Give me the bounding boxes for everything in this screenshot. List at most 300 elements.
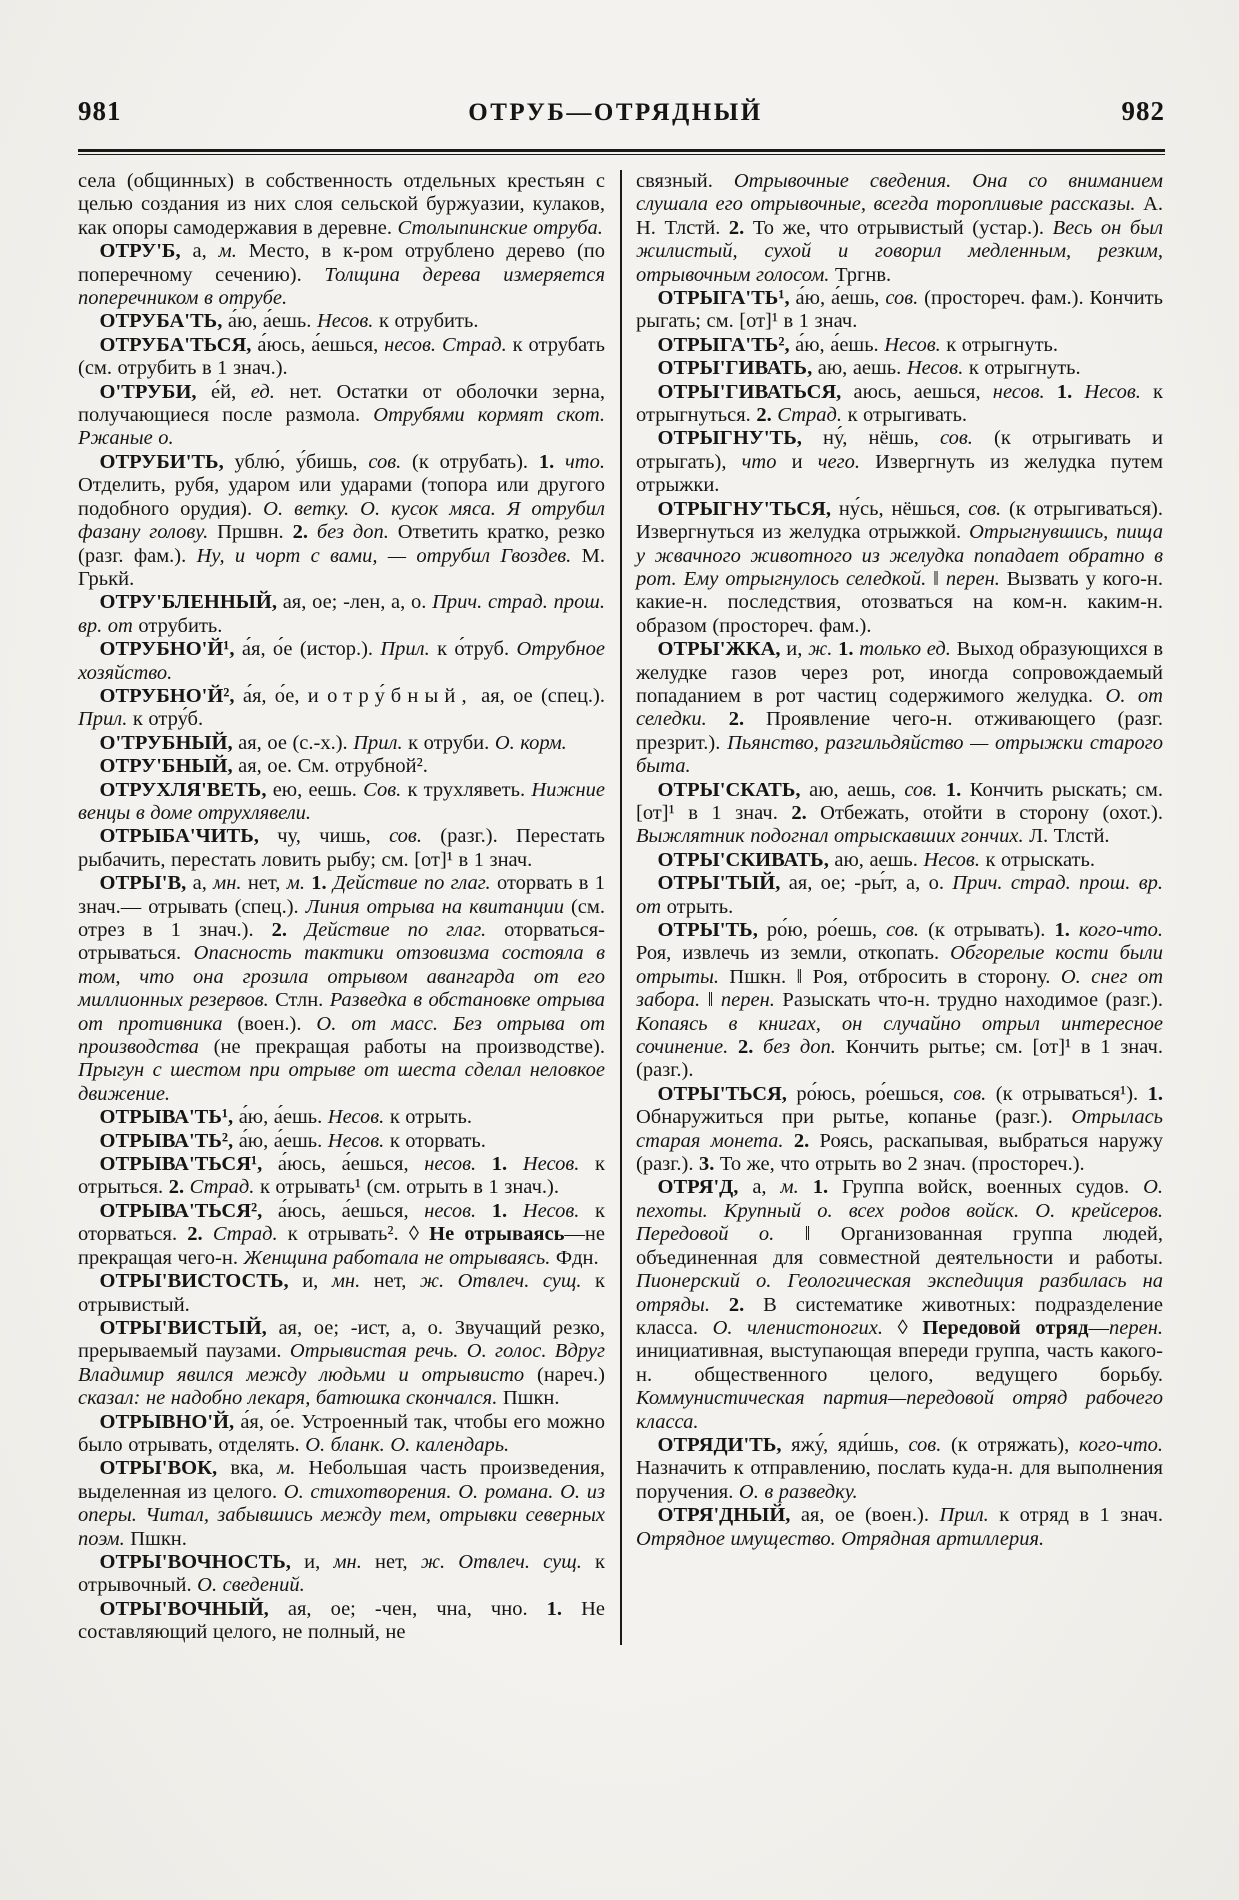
text-run: ОТРЫГА'ТЬ²,: [657, 333, 790, 356]
text-run: ед.: [250, 380, 275, 403]
text-run: Страд.: [777, 404, 843, 427]
text-run: Страд.: [212, 1223, 278, 1246]
text-run: Пионерский о. Геологическая экспедиция разбилась на отряды.: [636, 1270, 1163, 1316]
text-run: Обгорелые кости были отрыты.: [636, 942, 1163, 988]
text-run: Вызвать у кого-н. какие-н. последствия, отозваться на ком-н. каким-н. образом (простореч. фам.).: [636, 567, 1163, 637]
text-run: 1.: [538, 450, 555, 473]
text-run: перен.: [945, 567, 1000, 590]
text-run: кого-что.: [1078, 919, 1164, 941]
text-run: ОТРЫГНУ'ТЬСЯ,: [657, 497, 831, 520]
text-run: Копаясь в книгах, он случайно отрыл интересное сочинение.: [636, 1012, 1163, 1059]
page-number-right: 982: [1121, 96, 1165, 126]
text-run: Тргнв.: [829, 263, 892, 286]
text-run: Извергнуть из желудка путем отрыжки.: [636, 450, 1163, 497]
dictionary-entry: [78, 732, 605, 755]
text-run: Прил.: [939, 1504, 989, 1527]
dictionary-entry: [636, 1083, 1163, 1177]
dictionary-entry: [78, 1317, 605, 1411]
text-run: несов.: [424, 1199, 477, 1222]
text-run: ОТРУБА'ТЬ,: [99, 310, 223, 333]
text-run: Небольшая часть произведения, выделенная из целого.: [78, 1457, 605, 1503]
text-run: а́ю, а́ешь,: [789, 287, 886, 310]
text-run: к отряд в 1 знач.: [988, 1504, 1163, 1527]
text-run: ая, ое; -ист, а, о. Звучащий резко, прерываемый паузами.: [78, 1316, 605, 1363]
text-run: Выход образующихся в желудке газов через рот, иногда сопровождаемый попаданием в рот частиц содержимого желудка.: [636, 638, 1164, 707]
text-run: а́я, о́е. Устроенный так, чтобы его можно было отрывать, отделять.: [78, 1410, 605, 1456]
text-run: [444, 1270, 458, 1292]
text-run: Женщина работала не отрываясь.: [243, 1246, 551, 1269]
text-run: мн.: [333, 1550, 362, 1573]
text-run: к отрывистый.: [78, 1270, 605, 1316]
text-run: села (общинных) в собственность отдельных крестьян с целью создания из них слоя сельской буржуазии, кулаков, как опоры самодержавия в деревне.: [78, 170, 605, 239]
text-run: (к отрыгивать и отрыгать),: [636, 427, 1163, 473]
text-run: Столыпинские отруба.: [397, 216, 603, 239]
text-run: ая, ое; -чен, чна, чно.: [268, 1597, 547, 1620]
text-run: О. ветку. О. кусок мяса. Я отрубил фазану голову.: [78, 497, 605, 544]
text-run: (воен.).: [222, 1012, 317, 1035]
dictionary-entry: [636, 779, 1163, 849]
text-run: [753, 1036, 763, 1058]
text-run: Пршвн.: [208, 521, 293, 544]
text-run: 1.: [1147, 1082, 1163, 1105]
text-run: а́юсь, а́ешься,: [251, 333, 385, 356]
text-run: только ед.: [859, 638, 951, 661]
text-run: сов.: [389, 825, 422, 848]
text-run: ‖: [926, 567, 946, 590]
text-run: [1070, 919, 1079, 941]
text-run: [554, 451, 565, 473]
text-run: 1.: [491, 1153, 508, 1176]
text-run: ОТРУ'БНЫЙ,: [99, 755, 233, 778]
dictionary-entry: [78, 240, 605, 310]
text-run: Прич. страд. прош. вр. от: [636, 872, 1163, 918]
text-run: ОТРЫВНО'Й,: [99, 1410, 235, 1433]
text-run: ОТРЯ'Д,: [657, 1176, 739, 1199]
text-run: Отрывистая речь. О. голос. Вдруг Владимир явился между людьми и отрывисто: [78, 1340, 606, 1386]
text-run: чего.: [817, 450, 860, 473]
text-run: к отрыгнуть.: [963, 357, 1081, 380]
text-run: к отрыгнуть.: [940, 333, 1059, 356]
text-run: (к отрываться¹).: [986, 1082, 1148, 1105]
text-run: [784, 1130, 794, 1152]
text-run: ОТРЫВА'ТЬСЯ²,: [99, 1199, 263, 1222]
page-header: [78, 96, 1165, 127]
text-run: 1.: [546, 1597, 563, 1620]
text-run: ОТРЫ'ВИСТЫЙ,: [99, 1316, 267, 1339]
text-run: 1.: [838, 638, 854, 661]
text-run: Прил.: [353, 731, 403, 754]
text-run: Отвлеч. сущ.: [457, 1270, 582, 1293]
text-run: Обнаружиться при рытье, копанье (разг.).: [636, 1106, 1072, 1129]
text-run: О. пехоты. Крупный о. всех родов войск. О. крейсеров. Передовой о.: [636, 1176, 1163, 1246]
text-run: ОТРЫБА'ЧИТЬ,: [99, 825, 259, 848]
text-run: нет. Остатки от оболочки зерна, получающиеся после размола.: [78, 380, 605, 427]
text-run: Несов.: [906, 357, 964, 380]
text-run: Назначить к отправлению, послать куда-н. для выполнения поручения.: [636, 1457, 1163, 1503]
text-run: Ответить кратко, резко (разг. фам.).: [78, 521, 605, 567]
text-run: ОТРУХЛЯ'ВЕТЬ,: [99, 778, 267, 801]
dictionary-entry: [636, 334, 1163, 357]
text-run: а́ю, а́ешь.: [233, 1129, 328, 1152]
text-run: перен.: [1109, 1316, 1164, 1339]
text-run: [707, 708, 729, 730]
text-run: нет,: [361, 1550, 421, 1573]
text-run: Несов.: [923, 848, 980, 871]
running-title: ОТРУБ—ОТРЯДНЫЙ: [468, 99, 763, 126]
text-run: Ну, и чорт с вами, — отрубил Гвоздев.: [196, 544, 572, 567]
text-run: яжу́, яди́шь,: [781, 1433, 909, 1456]
dictionary-entry: [78, 1411, 605, 1458]
dictionary-entry: [78, 310, 605, 333]
text-run: Прыгун с шестом при отрыве от шеста сделал неловкое движение.: [78, 1059, 605, 1105]
text-run: Выжлятник подогнал отрыскавших гончих.: [636, 825, 1024, 848]
text-run: к отру́б.: [127, 708, 204, 731]
text-run: а́ю, а́ешь.: [233, 1106, 328, 1129]
text-columns: [78, 170, 1165, 1645]
text-run: отрыть.: [661, 895, 734, 918]
text-run: Пшкн. ‖ Роя, отбросить в сторону.: [719, 965, 1061, 988]
text-run: ОТРЫВА'ТЬСЯ¹,: [99, 1153, 263, 1176]
text-run: [287, 919, 305, 941]
dictionary-entry: [636, 170, 1163, 287]
dictionary-entry: [78, 825, 605, 872]
text-run: 3.: [698, 1153, 715, 1176]
text-run: ОТРЯДИ'ТЬ,: [657, 1433, 782, 1456]
text-run: ОТРУБА'ТЬСЯ,: [99, 333, 252, 356]
text-run: вка,: [217, 1457, 278, 1480]
text-run: Не отрываясь: [429, 1223, 565, 1246]
text-run: отру́бный,: [327, 684, 473, 707]
text-run: к отрыскать.: [979, 848, 1095, 871]
text-run: 2.: [271, 919, 288, 941]
text-run: ая, ое. См. отрубной².: [232, 755, 428, 778]
text-run: Прил.: [78, 708, 128, 731]
text-run: 2.: [737, 1036, 754, 1059]
text-run: ОТРУБНО'Й¹,: [99, 638, 235, 661]
text-run: ОТРУ'БЛЕННЫЙ,: [99, 591, 277, 614]
text-run: ОТРЫ'ТЫЙ,: [657, 872, 781, 895]
text-run: ОТРЫ'В,: [99, 872, 187, 895]
text-run: Действие по глаг.: [305, 919, 487, 941]
dictionary-entry: [636, 498, 1163, 638]
text-run: 2.: [728, 1293, 745, 1316]
text-run: а́юсь, а́ешься,: [262, 1153, 425, 1176]
text-run: мн.: [331, 1270, 361, 1293]
text-run: к оторваться.: [78, 1199, 605, 1246]
text-run: перен.: [720, 989, 775, 1012]
text-run: [799, 1176, 813, 1198]
dictionary-entry: [78, 1551, 605, 1598]
dictionary-entry: [78, 1270, 605, 1317]
text-run: —: [1088, 1316, 1110, 1339]
text-run: ОТРЫВА'ТЬ²,: [99, 1129, 234, 1152]
text-run: ая, ое (спец.).: [472, 684, 605, 707]
text-run: сов.: [368, 450, 402, 473]
text-run: ж.: [419, 1270, 445, 1293]
text-run: 1.: [1056, 380, 1073, 403]
dictionary-entry: [78, 1200, 605, 1270]
text-run: м.: [218, 240, 237, 263]
text-run: О. в разведку.: [738, 1480, 858, 1503]
dictionary-entry: [78, 1106, 605, 1129]
text-run: аюсь, аешься,: [841, 380, 993, 403]
text-run: к трухляветь.: [401, 778, 532, 801]
text-run: без доп.: [316, 521, 389, 544]
text-run: что.: [565, 450, 605, 473]
text-run: и: [776, 450, 818, 473]
text-run: Отрядное имущество. Отрядная артиллерия.: [636, 1527, 1045, 1550]
text-run: А. Н. Тлстй.: [636, 193, 1163, 239]
text-run: ая, ое; -ры́т, а, о.: [780, 872, 953, 895]
dictionary-entry: [636, 357, 1163, 380]
text-run: м.: [286, 872, 305, 895]
text-run: к о́труб.: [429, 638, 517, 661]
text-run: нет,: [360, 1270, 420, 1293]
dictionary-entry: [78, 755, 605, 778]
text-run: [937, 779, 946, 801]
text-run: чу, чишь,: [258, 825, 390, 848]
dictionary-entry: [78, 1598, 605, 1645]
text-run: 1.: [812, 1176, 829, 1199]
text-run: и,: [780, 638, 809, 661]
text-run: а,: [738, 1176, 781, 1199]
text-run: То же, что отрыть во 2 знач. (простореч.).: [714, 1153, 1085, 1176]
text-run: В систематике животных: подразделение класса.: [636, 1293, 1163, 1339]
text-run: ОТРЫГНУ'ТЬ,: [657, 427, 802, 450]
text-run: сов.: [968, 497, 1002, 520]
text-run: Стлн.: [268, 989, 330, 1012]
text-run: ая, ое (воен.).: [790, 1504, 940, 1527]
text-run: Весь он был жилистый, сухой и говорил медленным, резким, отрывочным голосом.: [636, 216, 1164, 286]
text-run: (нареч.): [524, 1363, 605, 1386]
text-run: несов.: [384, 333, 437, 356]
text-run: ОТРЫ'ВОЧНЫЙ,: [99, 1597, 269, 1620]
text-run: О'ТРУБИ,: [99, 380, 197, 403]
text-run: м.: [277, 1457, 296, 1480]
text-run: ‖ Организованная группа людей, объединенная для совместной деятельности и работы.: [636, 1223, 1163, 1269]
text-run: 1.: [945, 778, 962, 801]
text-run: Разыскать что-н. трудно находимое (разг.).: [774, 989, 1163, 1012]
text-run: Роясь, раскапывая, выбраться наружу (разг.).: [636, 1129, 1163, 1176]
text-run: к отрывочный.: [78, 1550, 606, 1597]
dictionary-entry: [78, 1153, 605, 1200]
text-run: Толщина дерева измеряется поперечником в отрубе.: [78, 263, 605, 310]
text-run: (к отрубать).: [401, 450, 539, 473]
text-run: Сов.: [363, 778, 402, 801]
text-run: ОТРЫ'ТЬ,: [657, 919, 758, 941]
text-run: О. бланк. О. календарь.: [305, 1433, 510, 1456]
text-run: Несов.: [522, 1199, 580, 1222]
text-run: к отруби.: [402, 731, 495, 754]
text-run: Группа войск, военных судов.: [828, 1176, 1144, 1199]
text-run: [728, 1036, 738, 1058]
dictionary-entry: [636, 849, 1163, 872]
text-run: а́я, о́е (истор.).: [234, 638, 381, 661]
text-run: Л. Тлстй.: [1023, 825, 1110, 848]
text-run: Опасность тактики отзовизма состояла в том, что она грозила отрывом авангарда от его миллионных резервов.: [78, 942, 605, 1012]
text-run: а́ю, а́ешь.: [789, 333, 885, 356]
text-run: Пшкн.: [124, 1527, 187, 1550]
text-run: [1072, 381, 1084, 403]
dictionary-entry: [78, 685, 605, 732]
text-run: Отрывочные сведения. Она со вниманием слушала его отрывочные, всегда торопливые рассказы.: [636, 170, 1163, 216]
text-run: ‖: [700, 989, 721, 1012]
text-run: Отрубями кормят скот. Ржаные о.: [78, 404, 606, 450]
text-run: а,: [180, 240, 219, 263]
text-run: Пьянство, разгильдяйство — отрыжки старого быта.: [636, 731, 1163, 778]
text-run: [445, 1551, 458, 1573]
text-run: и,: [288, 1270, 332, 1293]
text-run: Страд.: [441, 333, 507, 356]
text-run: нет,: [241, 872, 287, 895]
text-run: Кончить рытье; см. [от]¹ в 1 знач. (разг.).: [636, 1036, 1163, 1082]
text-run: 2.: [756, 404, 772, 427]
text-run: Прил.: [380, 638, 430, 661]
text-run: аю, аешь.: [812, 357, 907, 380]
text-run: к отрывать². ◊: [277, 1223, 430, 1246]
text-run: ублю́, у́бишь,: [223, 450, 369, 473]
text-run: Пшкн.: [497, 1387, 560, 1410]
text-run: Страд.: [189, 1176, 255, 1199]
text-run: М. Грькй.: [78, 544, 605, 590]
text-run: Отвлеч. сущ.: [458, 1550, 582, 1573]
text-run: к отрыгнуться.: [636, 380, 1163, 427]
text-run: Отрыгнувшись, пища у жвачного животного из желудка попадает обратно в рот. Ему отрыгнулось селедкой.: [636, 521, 1163, 590]
text-run: аю, аешь.: [828, 848, 924, 871]
text-run: сов.: [908, 1433, 942, 1456]
dictionary-entry: [78, 872, 605, 1106]
text-run: е́й,: [196, 380, 251, 403]
dictionary-entry: [78, 1457, 605, 1551]
text-run: Проявление чего-н. отживающего (разг. презрит.).: [636, 708, 1163, 754]
text-run: ОТРЫВА'ТЬ¹,: [99, 1106, 234, 1129]
dictionary-entry: [636, 287, 1163, 334]
text-run: Действие по глаг.: [332, 872, 491, 895]
text-run: оторвать в 1 знач.— отрывать (спец.).: [78, 872, 605, 918]
text-run: [476, 1153, 492, 1175]
dictionary-entry: [78, 1130, 605, 1153]
text-run: То же, что отрывистый (устар.).: [744, 216, 1053, 239]
text-run: Несов.: [884, 333, 941, 356]
text-run: 2.: [791, 801, 807, 824]
text-run: ж.: [420, 1550, 446, 1573]
text-run: О. от масс. Без отрыва от производства: [78, 1012, 605, 1059]
text-run: О. корм.: [494, 731, 567, 754]
text-run: О. стихотворения. О. романа. О. из оперы. Читал, забывшись между тем, отрывки северных поэм.: [78, 1480, 606, 1550]
text-run: (к отрыгиваться). Извергнуться из желудка отрыжкой.: [636, 497, 1163, 544]
text-run: 1.: [311, 872, 327, 895]
text-run: (простореч. фам.). Кончить рыгать; см. [от]¹ в 1 знач.: [636, 287, 1163, 333]
text-run: отрубить.: [132, 614, 223, 637]
text-run: ж.: [808, 638, 833, 661]
text-run: кого-что.: [1078, 1433, 1163, 1456]
text-run: 2.: [728, 708, 745, 731]
text-run: ОТРЫ'ВОК,: [99, 1457, 218, 1480]
text-run: к оторвать.: [384, 1129, 486, 1152]
text-run: Разведка в обстановке отрыва от противника: [78, 989, 606, 1035]
page-number-left: 981: [78, 96, 122, 126]
text-run: Место, в к-ром отрублено дерево (по поперечному сечению).: [78, 240, 606, 286]
dictionary-entry: [636, 872, 1163, 919]
text-run: к отрывать¹ (см. отрыть в 1 знач.).: [254, 1176, 559, 1199]
text-run: 2.: [292, 521, 308, 544]
text-run: сов.: [885, 287, 919, 310]
text-run: О'ТРУБНЫЙ,: [99, 731, 233, 754]
text-run: сов.: [886, 919, 919, 941]
text-run: (к отряжать),: [941, 1433, 1079, 1456]
text-run: ею, еешь.: [266, 778, 364, 801]
text-run: к отрубать (см. отрубить в 1 знач.).: [78, 333, 605, 380]
text-run: ОТРЫ'ТЬСЯ,: [657, 1082, 787, 1105]
text-run: несов.: [992, 380, 1045, 403]
text-run: Несов.: [522, 1153, 580, 1176]
text-run: несов.: [424, 1153, 477, 1176]
text-run: ро́ю, ро́ешь,: [757, 919, 887, 941]
right-column: [636, 170, 1163, 1645]
dictionary-entry: [78, 334, 605, 381]
text-run: Прич. страд. прош. вр. от: [78, 591, 605, 637]
text-run: сов.: [904, 778, 938, 801]
text-run: сказал: не надобно лекаря, батюшка скончался.: [78, 1387, 498, 1410]
text-run: 1.: [491, 1199, 508, 1222]
text-run: ОТРЫ'ВОЧНОСТЬ,: [99, 1550, 291, 1573]
text-run: к отрыться.: [78, 1153, 605, 1199]
header-rule: [78, 149, 1165, 155]
dictionary-entry: [636, 638, 1163, 778]
text-run: 2.: [187, 1223, 203, 1246]
dictionary-entry: [636, 919, 1163, 1083]
text-run: ◊: [882, 1316, 923, 1339]
text-run: м.: [780, 1176, 799, 1199]
text-run: ОТРУБНО'Й²,: [99, 684, 235, 707]
text-run: Роя, извлечь из земли, откопать.: [636, 942, 951, 965]
text-run: к отрубить.: [373, 310, 479, 333]
text-run: О. снег от забора.: [636, 965, 1164, 1012]
dictionary-entry: [78, 451, 605, 591]
text-run: 2.: [728, 216, 745, 239]
text-run: Передовой отряд: [922, 1316, 1089, 1339]
text-run: Кончить рыскать; см. [от]¹ в 1 знач.: [636, 778, 1163, 824]
text-run: ОТРУБИ'ТЬ,: [99, 450, 224, 473]
text-run: Отрылась старая монета.: [636, 1106, 1163, 1152]
text-run: Несов.: [316, 310, 374, 333]
text-run: ая, ое (с.-х.).: [232, 731, 354, 754]
text-run: (к отрывать).: [919, 919, 1055, 941]
text-run: ая, ое; -лен, а, о.: [276, 591, 433, 614]
text-run: ОТРЫ'ВИСТОСТЬ,: [99, 1270, 289, 1293]
dictionary-entry: [78, 381, 605, 451]
text-run: Не составляющий целого, не полный, не: [78, 1597, 605, 1644]
text-run: без доп.: [763, 1036, 836, 1059]
text-run: Несов.: [327, 1129, 385, 1152]
text-run: к отрыгивать.: [842, 404, 968, 427]
text-run: сов.: [953, 1082, 987, 1105]
text-run: Коммунистическая партия—передовой отряд рабочего класса.: [636, 1387, 1163, 1433]
text-run: О. сведений.: [197, 1574, 305, 1597]
text-run: оторваться-отрываться.: [78, 919, 605, 965]
text-run: ну́сь, нёшься,: [830, 497, 969, 520]
text-run: ОТРЫГА'ТЬ¹,: [657, 287, 790, 310]
dictionary-entry: [78, 779, 605, 826]
text-run: а́юсь, а́ешься,: [262, 1199, 425, 1222]
dictionary-entry: [636, 427, 1163, 497]
text-run: (см. отрез в 1 знач.).: [78, 895, 605, 941]
text-run: ро́юсь, ро́ешься,: [786, 1082, 954, 1105]
text-run: ОТРЫ'ГИВАТЬСЯ,: [657, 380, 842, 403]
text-run: —не прекращая чего-н.: [78, 1223, 605, 1269]
text-run: мн.: [213, 872, 242, 895]
dictionary-entry: [78, 638, 605, 685]
